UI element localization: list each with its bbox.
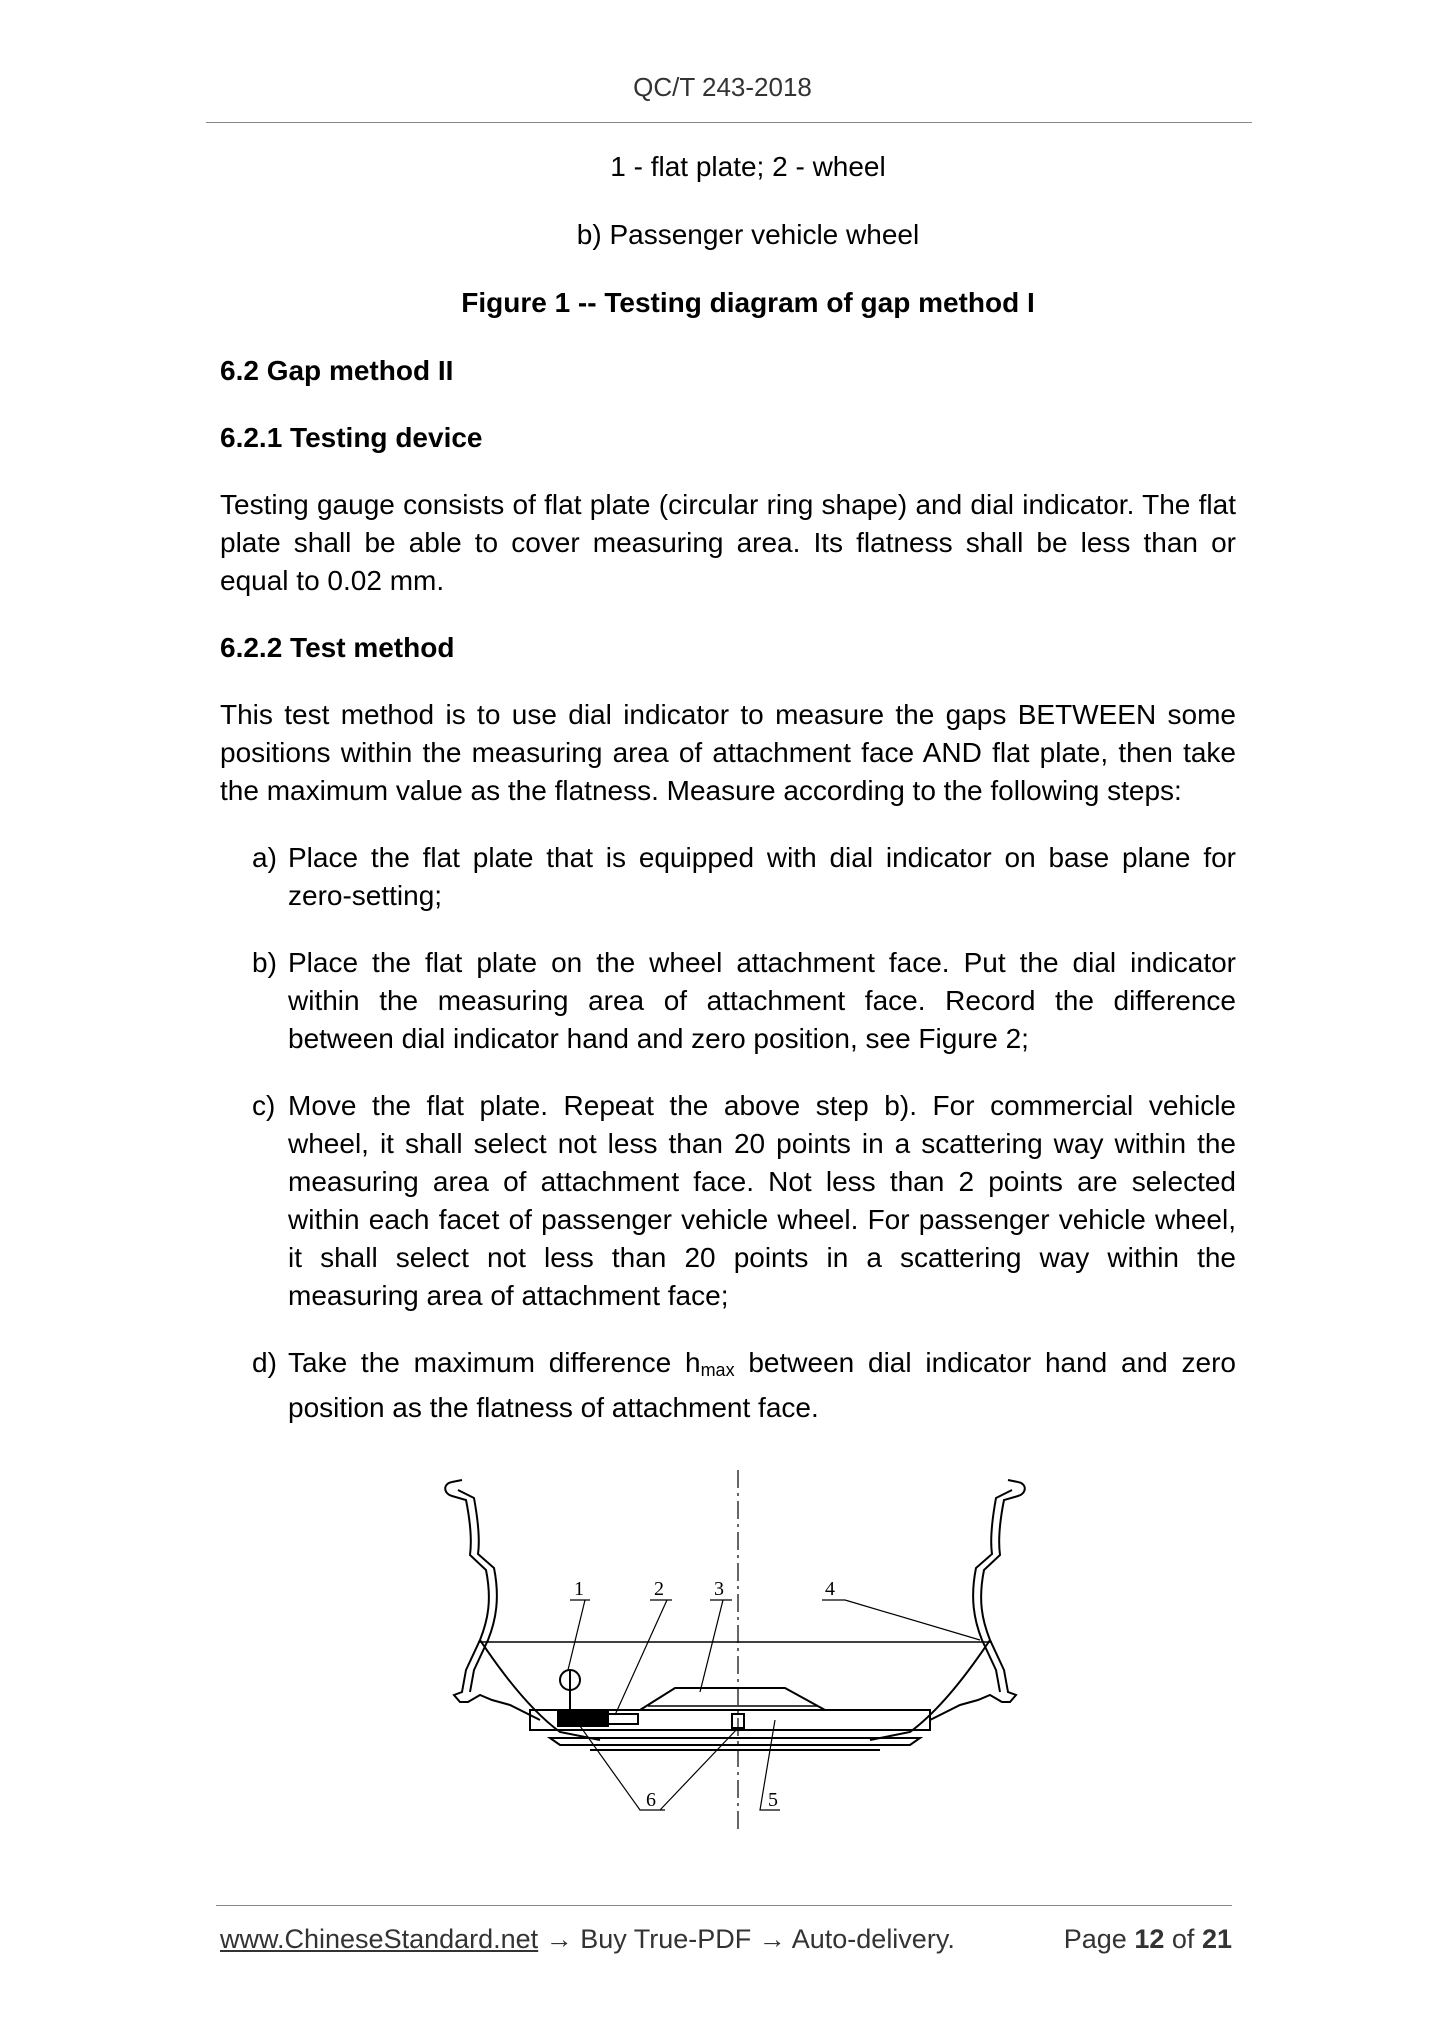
leader-4b [845,1600,980,1640]
wheel-rim-right-inner [973,1490,1012,1692]
wheel-base [550,1738,920,1745]
page-word: Page [1063,1924,1127,1954]
header-doc-id: QC/T 243-2018 [633,72,812,102]
page-content [220,148,1236,1456]
rim-top-right [1008,1480,1018,1482]
step-text: Move the flat plate. Repeat the above step b). For commercial vehicle wheel, it shall select not less than 20 points in a scattering way within the measuring area of attachment face. Not less than 2 points are selected within each facet of passenger vehicle wheel. For passenger vehicle wheel, it shall select not less than 20 points in a scattering way within the measuring area of attachment face; [288,1090,1236,1311]
leader-1 [568,1600,585,1670]
step-marker: a) [252,842,277,873]
step-b [252,944,1236,1058]
subsection-heading-test-method: 6.2.2 Test method [220,632,455,663]
step-d-subscript: max [700,1360,735,1380]
figure1-subcaption: b) Passenger vehicle wheel [576,219,920,250]
section-heading: 6.2 Gap method II [220,355,454,386]
wheel-rim-right [930,1482,1025,1720]
test-method-paragraph: This test method is to use dial indicator to measure the gaps BETWEEN some positions within the measuring area of attachment face AND flat plate, then take the maximum value as the flatness. Measure according to the following steps: [220,699,1236,806]
step-text: Place the flat plate that is equipped with dial indicator on base plane for zero-setting; [288,842,1236,911]
footer-website-link[interactable]: www.ChineseStandard.net [220,1924,539,1954]
step-text [288,1344,1236,1427]
figure-label-1: 1 [574,1578,584,1600]
wheel-rim-left-inner [458,1490,497,1692]
figure-label-6: 6 [646,1789,656,1811]
header-divider [206,122,1252,123]
figure-label-5: 5 [768,1789,778,1811]
dial-clamp [558,1712,608,1726]
dial-body [608,1714,638,1724]
footer-divider [216,1905,1232,1906]
step-a [252,839,1236,915]
figure2-diagram [440,1470,1030,1850]
testing-device-paragraph: Testing gauge consists of flat plate (circular ring shape) and dial indicator. The flat plate shall be able to cover measuring area. Its flatness shall be less than or equal to 0.02 mm. [220,489,1236,596]
figure-label-4: 4 [825,1578,835,1600]
page-total: 21 [1201,1924,1232,1954]
page-number: 12 [1134,1924,1165,1954]
figure1-legend: 1 - flat plate; 2 - wheel [610,151,886,182]
step-marker: d) [252,1347,277,1378]
footer-tagline: → Buy True-PDF → Auto-delivery. [538,1924,955,1954]
figure-label-3: 3 [714,1578,724,1600]
figure-label-2: 2 [654,1578,664,1600]
step-d-after: between dial indicator hand and zero position as the flatness of attachment face. [288,1347,1237,1423]
leader-3 [700,1600,723,1692]
page-indicator [1064,1924,1232,1955]
step-d-before: Take the maximum difference h [288,1347,701,1378]
subsection-heading-testing-device: 6.2.1 Testing device [220,422,483,453]
rim-top-left [452,1480,462,1482]
step-d [252,1344,1236,1427]
wheel-rim-left [445,1482,540,1720]
of-word: of [1171,1924,1195,1954]
step-c [252,1087,1236,1315]
figure1-title: Figure 1 -- Testing diagram of gap method I [461,287,1035,318]
step-marker: b) [252,947,277,978]
step-text: Place the flat plate on the wheel attachment face. Put the dial indicator within the measuring area of attachment face. Record the difference between dial indicator hand and zero position, see Figure 2; [288,947,1236,1054]
step-marker: c) [252,1090,276,1121]
footer [220,1924,1232,1955]
